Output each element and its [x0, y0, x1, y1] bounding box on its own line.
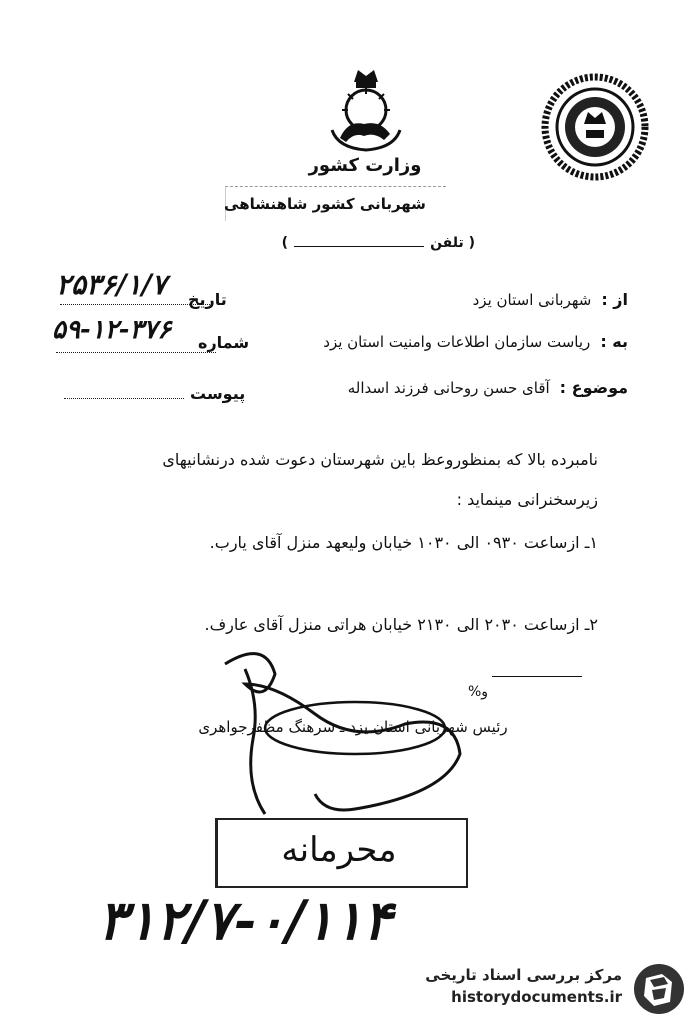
- archive-logo-icon: [632, 962, 686, 1016]
- to-value: ریاست سازمان اطلاعات وامنیت استان یزد: [323, 333, 591, 351]
- watermark-url: historydocuments.ir: [451, 988, 622, 1006]
- to-field: [248, 332, 628, 351]
- phone-line: [255, 235, 475, 251]
- from-label: از :: [601, 290, 628, 309]
- handwritten-file-number: ۳۱۲/۷-۰/۱۱۴: [98, 888, 392, 952]
- from-field: [248, 290, 628, 309]
- lion-and-sun-emblem-icon: [318, 60, 414, 156]
- organization-title: شهربانی کشور شاهنشاهی: [224, 195, 426, 213]
- attachment-label: پیوست: [190, 384, 246, 403]
- list-item: ۱ـ ازساعت ۰۹۳۰ الی ۱۰۳۰ خیابان ولیعهد منزل آقای یارب.: [209, 533, 598, 552]
- body-paragraph: نامبرده بالا که بمنظوروعظ باین شهرستان دعوت شده درنشانیهای زیرسخنرانی مینماید :: [162, 450, 598, 509]
- subject-value: آقای حسن روحانی فرزند اسداله: [347, 379, 550, 397]
- number-label: شماره: [198, 333, 250, 352]
- subject-label: موضوع :: [559, 378, 628, 397]
- phone-close: ): [281, 235, 289, 251]
- signature-mark: و%: [468, 684, 489, 700]
- ministry-title: وزارت کشور: [308, 155, 422, 176]
- confidential-stamp-text: محرمانه: [281, 830, 397, 870]
- date-value: ۲۵۳۶/۱/۷: [56, 268, 167, 301]
- date-label: تاریخ: [188, 290, 227, 309]
- official-seal-icon: [540, 72, 650, 182]
- signature-line: [492, 676, 582, 677]
- number-dotted-line: [56, 352, 216, 353]
- phone-blank: [294, 246, 424, 247]
- subject-field: [248, 378, 628, 397]
- from-value: شهربانی استان یزد: [472, 291, 592, 309]
- signer-title: رئیس شهربانی استان یزد ـ سرهنگ مظفرجواهری: [198, 718, 508, 736]
- phone-label: ( تلفن: [430, 235, 475, 251]
- to-label: به :: [600, 332, 628, 351]
- watermark-title: مرکز بررسی اسناد تاریخی: [425, 966, 622, 984]
- reference-number-value: ۵۹-۱۲-۳۷۶: [52, 315, 172, 345]
- list-item: ۲ـ ازساعت ۲۰۳۰ الی ۲۱۳۰ خیابان هراتی منزل آقای عارف.: [204, 615, 598, 634]
- attachment-dotted-line: [64, 398, 184, 399]
